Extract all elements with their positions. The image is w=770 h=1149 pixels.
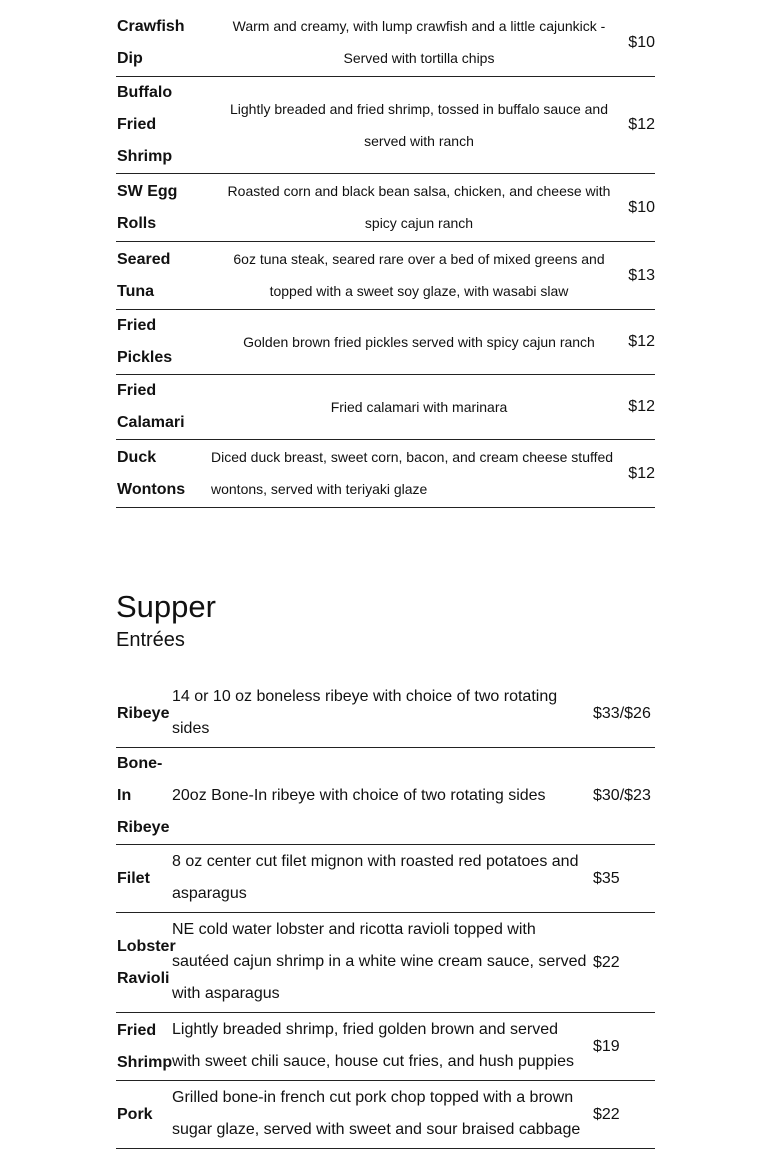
section-title: Supper <box>116 589 216 624</box>
item-price: $12 <box>628 464 655 482</box>
item-name: SW Egg Rolls <box>117 182 178 232</box>
menu-row <box>116 913 655 1013</box>
item-name: Seared Tuna <box>117 250 171 300</box>
section-subtitle: Entrées <box>116 629 185 651</box>
item-name: Fried Calamari <box>117 382 185 431</box>
item-description: 14 or 10 oz boneless ribeye with choice of two rotating sides <box>172 688 558 737</box>
menu-row <box>116 242 655 310</box>
item-name: Lobster Ravioli <box>117 937 176 987</box>
entrees-section <box>116 680 655 1149</box>
item-price: $30/$23 <box>593 787 651 804</box>
menu-row <box>116 77 655 174</box>
item-description: 20oz Bone-In ribeye with choice of two rotating sides <box>172 786 546 804</box>
menu-row <box>116 1013 655 1081</box>
item-description: Lightly breaded shrimp, fried golden brown and served with sweet chili sauce, house cut fries, and hush puppies <box>172 1021 575 1070</box>
item-description: Roasted corn and black bean salsa, chicken, and cheese with spicy cajun ranch <box>227 183 611 231</box>
item-price: $10 <box>628 33 655 51</box>
menu-row <box>116 174 655 242</box>
item-description: Grilled bone-in french cut pork chop topped with a brown sugar glaze, served with sweet and sour braised cabbage <box>172 1089 581 1138</box>
item-price: $12 <box>628 333 655 350</box>
menu-row <box>116 9 655 77</box>
item-description: 6oz tuna steak, seared rare over a bed of mixed greens and topped with a sweet soy glaze, with wasabi slaw <box>233 251 605 299</box>
item-description: Warm and creamy, with lump crawfish and a little cajunkick - Served with tortilla chips <box>232 18 606 66</box>
item-price: $22 <box>593 953 620 971</box>
item-price: $22 <box>593 1105 620 1123</box>
item-price: $19 <box>593 1037 620 1055</box>
item-name: Fried Pickles <box>117 317 173 366</box>
item-price: $13 <box>628 266 655 284</box>
item-name: Pork <box>117 1105 153 1123</box>
menu-row <box>116 310 655 375</box>
item-description: Golden brown fried pickles served with spicy cajun ranch <box>243 333 595 350</box>
item-description: Lightly breaded and fried shrimp, tossed in buffalo sauce and served with ranch <box>230 100 608 149</box>
item-description: Fried calamari with marinara <box>330 398 508 415</box>
item-price: $10 <box>628 198 655 216</box>
item-name: Fried Shrimp <box>117 1021 173 1071</box>
item-name: Duck Wontons <box>117 448 186 498</box>
item-price: $12 <box>628 116 655 133</box>
appetizers-section <box>116 9 655 508</box>
appetizers-table <box>116 9 655 508</box>
item-description: NE cold water lobster and ricotta ravioli topped with sautéed cajun shrimp in a white wine cream sauce, served with asparagus <box>172 921 587 1002</box>
item-price: $33/$26 <box>593 704 651 722</box>
supper-header <box>116 588 655 654</box>
item-name: Ribeye <box>117 704 170 722</box>
item-price: $12 <box>628 398 655 415</box>
menu-row <box>116 440 655 508</box>
item-description: Diced duck breast, sweet corn, bacon, and cream cheese stuffed wontons, served with teriyaki glaze <box>211 449 614 497</box>
menu-row <box>116 845 655 913</box>
item-price: $35 <box>593 869 620 887</box>
menu-row <box>116 748 655 845</box>
menu-row <box>116 375 655 440</box>
item-name: Bone-In Ribeye <box>117 755 170 836</box>
item-name: Buffalo Fried Shrimp <box>117 84 173 165</box>
item-name: Filet <box>117 869 150 887</box>
item-name: Crawfish Dip <box>117 17 185 67</box>
entrees-table <box>116 680 655 1149</box>
menu-row <box>116 1081 655 1149</box>
item-description: 8 oz center cut filet mignon with roasted red potatoes and asparagus <box>172 853 579 902</box>
menu-row <box>116 680 655 748</box>
